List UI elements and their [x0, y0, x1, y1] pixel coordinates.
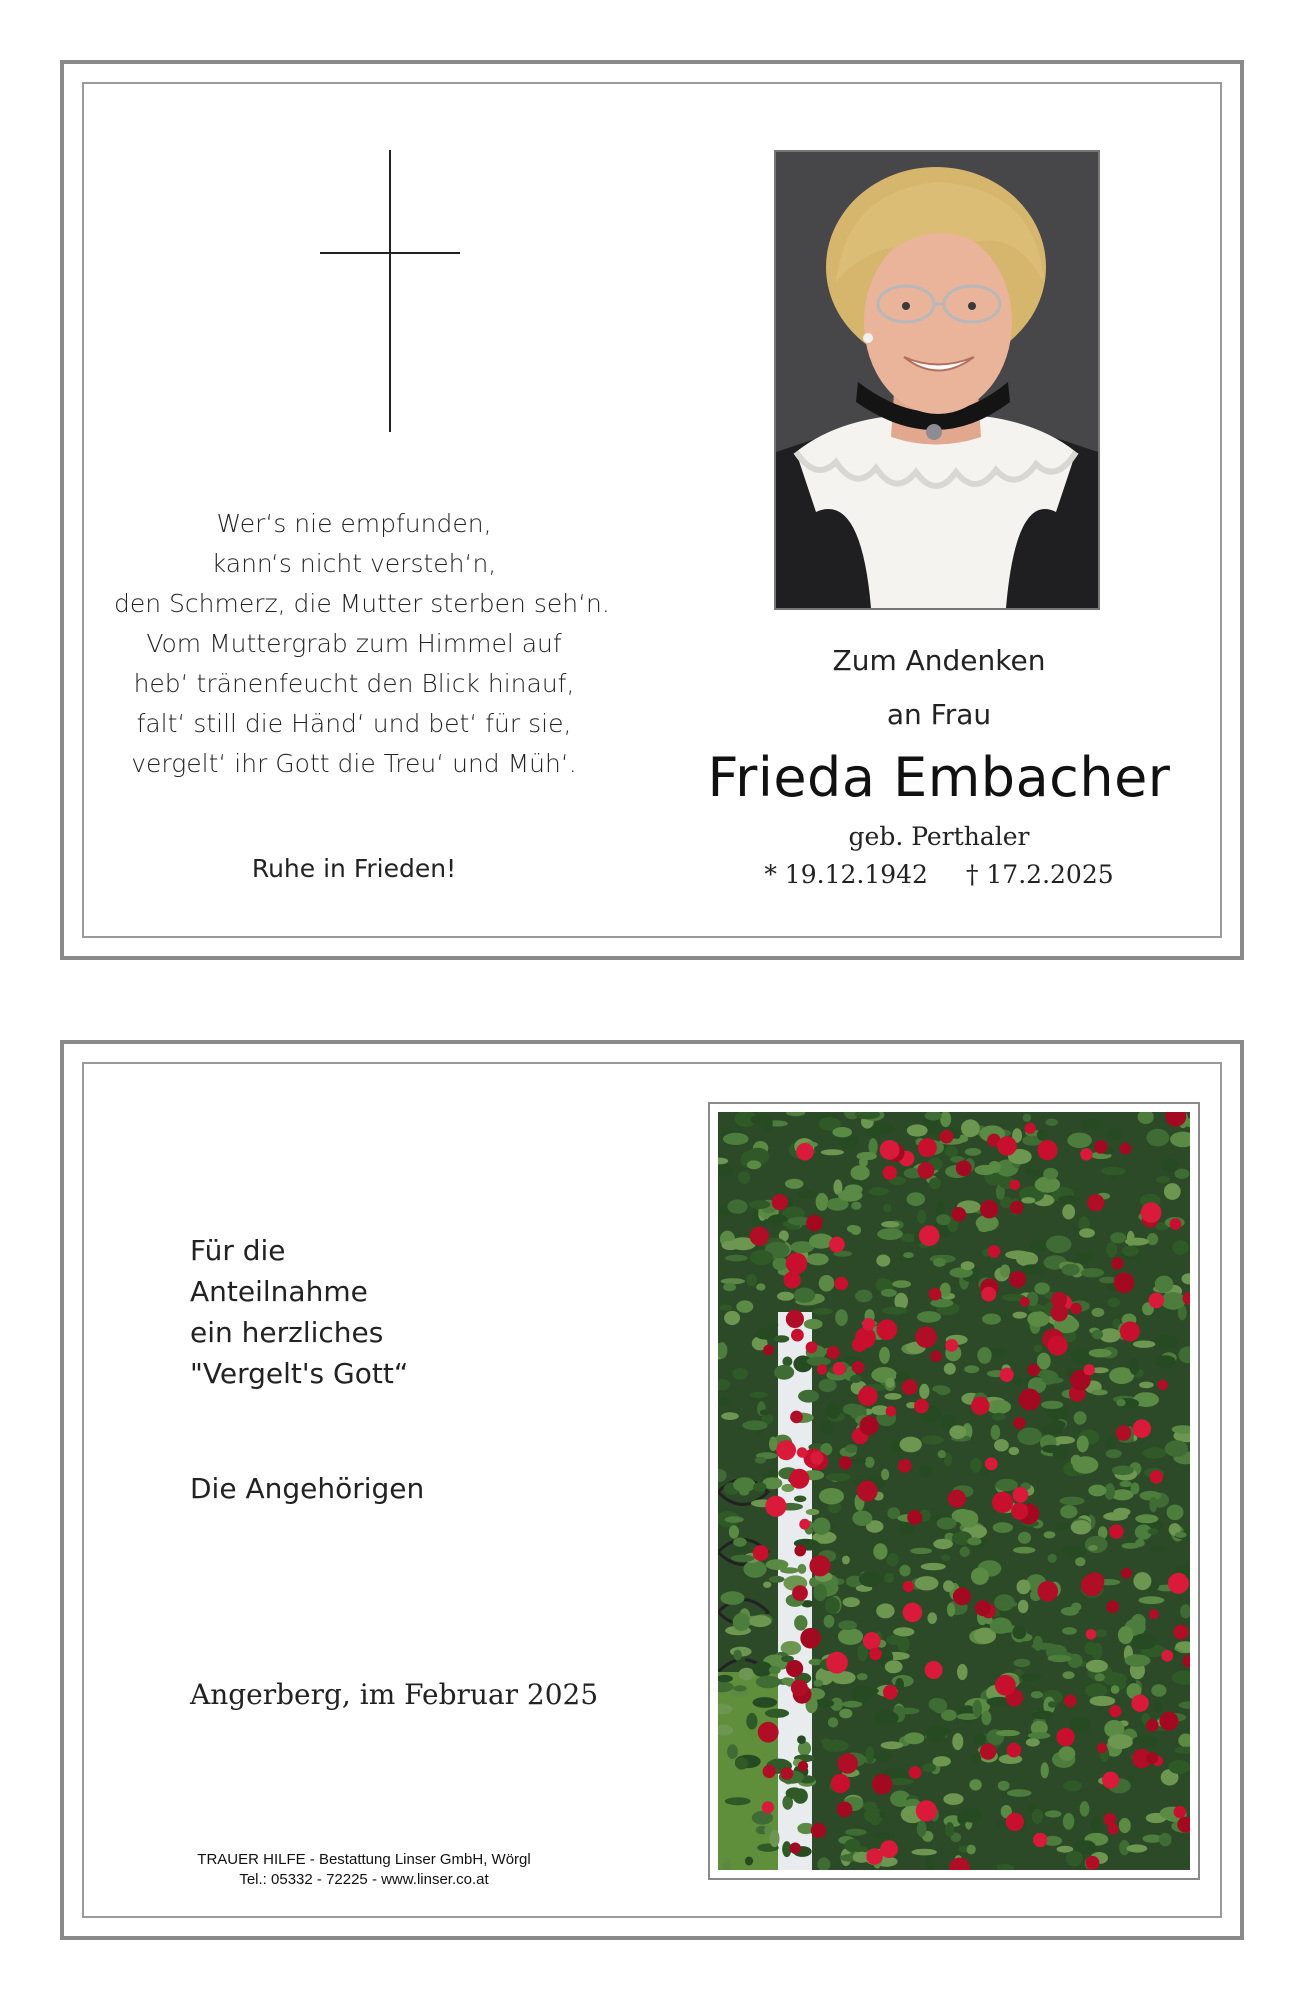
poem-line: vergelt‘ ihr Gott die Treu‘ und Müh‘.	[131, 749, 577, 778]
inner-frame	[82, 1062, 1222, 1918]
undertaker-contact: Tel.: 05332 - 72225 - www.linser.co.at	[239, 1871, 489, 1888]
life-dates	[724, 860, 1154, 889]
in-memory-line: an Frau	[886, 698, 992, 731]
thanks-message	[190, 1230, 408, 1394]
birth-date: * 19.12.1942	[764, 860, 928, 889]
undertaker-name: TRAUER HILFE - Bestattung Linser GmbH, Wörgl	[197, 1851, 531, 1868]
poem-line: Vom Muttergrab zum Himmel auf	[146, 629, 562, 658]
roses-photo	[718, 1112, 1190, 1870]
place-and-date: Angerberg, im Februar 2025	[190, 1678, 599, 1711]
obituary-back-card	[60, 1040, 1244, 1940]
inner-frame	[82, 82, 1222, 938]
thanks-line: Für die	[190, 1234, 286, 1267]
poem-line: Wer‘s nie empfunden,	[216, 509, 492, 538]
thanks-line: ein herzliches	[190, 1316, 384, 1349]
deceased-name: Frieda Embacher	[707, 746, 1171, 809]
death-date: † 17.2.2025	[965, 860, 1114, 889]
in-memory-line: Zum Andenken	[832, 644, 1046, 677]
obituary-front-card	[60, 60, 1244, 960]
undertaker-imprint	[184, 1850, 544, 1890]
thanks-line: "Vergelt's Gott“	[190, 1357, 409, 1390]
thanks-line: Anteilnahme	[190, 1275, 368, 1308]
relatives-signature: Die Angehörigen	[190, 1472, 425, 1505]
poem-line: den Schmerz, die Mutter sterben seh‘n.	[114, 589, 610, 618]
maiden-name: geb. Perthaler	[848, 822, 1030, 851]
roses-photo-frame	[708, 1102, 1200, 1880]
in-memory-heading	[724, 634, 1154, 742]
rest-in-peace: Ruhe in Frieden!	[251, 854, 457, 883]
poem-line: falt‘ still die Händ‘ und bet‘ für sie,	[136, 709, 572, 738]
cross-icon	[320, 150, 460, 432]
memorial-poem	[114, 504, 610, 784]
poem-line: kann‘s nicht versteh‘n,	[211, 549, 497, 578]
poem-line: heb‘ tränenfeucht den Blick hinauf,	[133, 669, 575, 698]
portrait-photo	[774, 150, 1100, 610]
